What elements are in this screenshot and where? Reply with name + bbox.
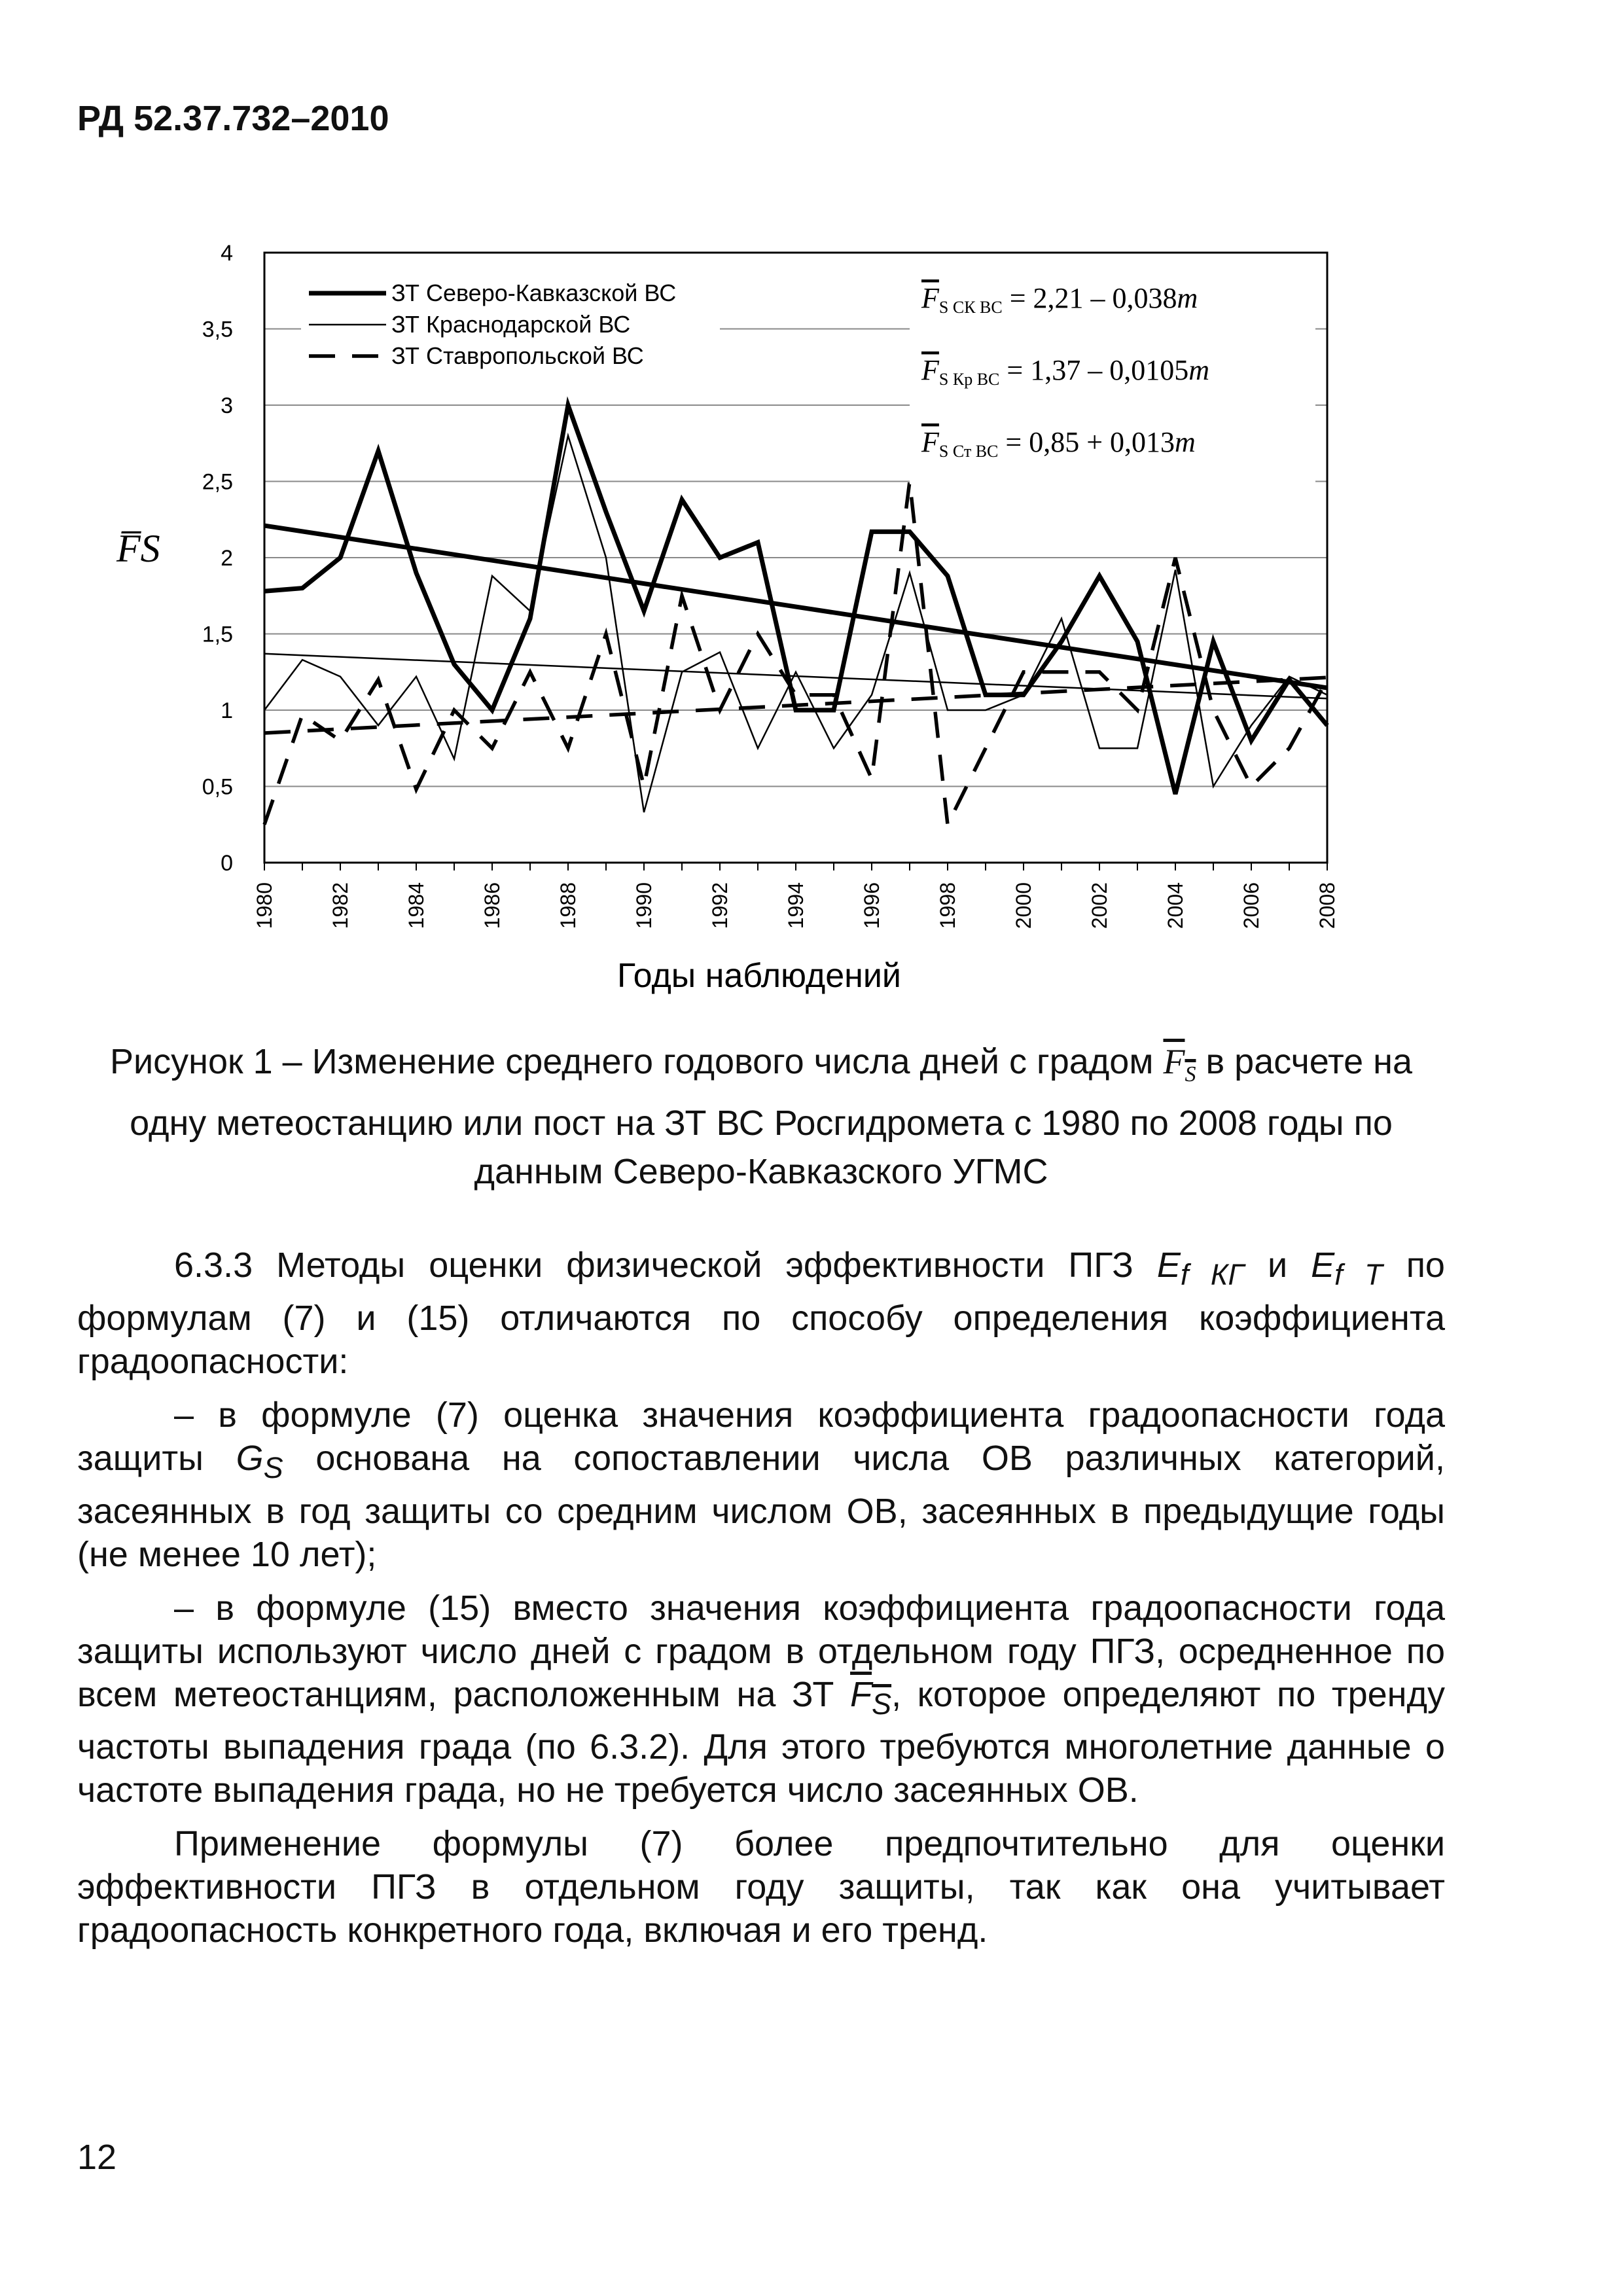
x-tick-label: 1986 <box>480 882 504 929</box>
x-tick-label: 1984 <box>404 882 428 929</box>
caption-symbol: $F_S$ <box>1163 1042 1196 1086</box>
x-tick-label: 2002 <box>1088 882 1111 929</box>
legend-label: ЗТ Краснодарской ВС <box>391 311 631 338</box>
y-tick-label: 2,5 <box>202 469 233 495</box>
caption-text-start: Рисунок 1 – Изменение среднего годового числа дней с градом <box>109 1042 1154 1081</box>
y-tick-label: 4 <box>221 241 233 266</box>
trend-equation: FS Кр ВС = 1,37 – 0,0105m <box>921 354 1209 389</box>
x-tick-label: 1994 <box>784 882 808 929</box>
caption-text-end: в расчете на одну метеостанцию или пост на ЗТ ВС Росгидромета с 1980 по 2008 годы по данным Северо-Кавказского УГМС <box>130 1042 1413 1191</box>
trend-equations <box>910 262 1315 484</box>
list-item-formula-15: – в формуле (15) вместо значения коэффициента градоопасности года защиты используют число дней с градом в отдельном году ПГЗ, осредненное по всем метеостанциям, расположенным на ЗТ $F_S$, которое определяют по тренду частоты выпадения града (по 6.3.2). Для этого требуются многолетние данные о частоте выпадения града, но не требуется число засеянных ОВ. <box>77 1588 1445 1810</box>
trend-equation: FS Ст ВС = 0,85 + 0,013m <box>921 426 1196 461</box>
x-tick-label: 1990 <box>632 882 656 929</box>
x-tick-label: 1980 <box>253 882 276 929</box>
y-tick-label: 3,5 <box>202 317 233 342</box>
page-number: 12 <box>77 2138 117 2177</box>
paragraph-6-3-3: 6.3.3 Методы оценки физической эффективности ПГЗ $E_{f КГ}$ и $E_{f Т}$ по формулам (7) и (15) отличаются по способу определения коэффициента градоопасности: <box>77 1246 1445 1381</box>
x-tick-label: 1996 <box>860 882 883 929</box>
legend-label: ЗТ Северо-Кавказской ВС <box>391 279 677 306</box>
x-tick-label: 2000 <box>1012 882 1035 929</box>
trend-equation: FS СК ВС = 2,21 – 0,038m <box>921 282 1198 317</box>
figure-caption <box>77 1037 1445 1196</box>
x-axis-label: Годы наблюдений <box>617 957 901 995</box>
chart-legend <box>301 275 720 386</box>
list-item-formula-7: – в формуле (7) оценка значения коэффициента градоопасности года защиты $G_S$ основана на сопоставлении числа ОВ различных категорий, засеянных в год защиты со средним числом ОВ, засеянных в предыдущие годы (не менее 10 лет); <box>77 1395 1445 1574</box>
x-tick-label: 1992 <box>708 882 732 929</box>
y-tick-label: 1,5 <box>202 622 233 647</box>
x-tick-label: 1988 <box>556 882 580 929</box>
y-axis-label-text: F̅S <box>116 527 160 570</box>
y-axis-label <box>116 527 160 570</box>
x-tick-label: 2006 <box>1240 882 1263 929</box>
document-header: РД 52.37.732–2010 <box>77 99 389 138</box>
hail-days-chart <box>0 0 1623 1021</box>
y-tick-label: 2 <box>221 546 233 571</box>
x-tick-label: 2008 <box>1315 882 1339 929</box>
paragraph-conclusion: Применение формулы (7) более предпочтительно для оценки эффективности ПГЗ в отдельном году защиты, так как она учитывает градоопасность конкретного года, включая и его тренд. <box>77 1824 1445 1950</box>
series-line <box>264 482 1327 825</box>
y-tick-label: 0,5 <box>202 774 233 800</box>
y-tick-label: 1 <box>221 698 233 723</box>
x-tick-label: 1998 <box>936 882 959 929</box>
y-tick-label: 3 <box>221 393 233 418</box>
x-tick-label: 1982 <box>329 882 352 929</box>
legend-label: ЗТ Ставропольской ВС <box>391 342 644 369</box>
y-axis-ticks <box>202 241 233 876</box>
y-tick-label: 0 <box>221 851 233 876</box>
x-axis-ticks <box>253 863 1339 929</box>
body-text <box>77 1244 1445 1962</box>
x-tick-label: 2004 <box>1164 882 1187 929</box>
